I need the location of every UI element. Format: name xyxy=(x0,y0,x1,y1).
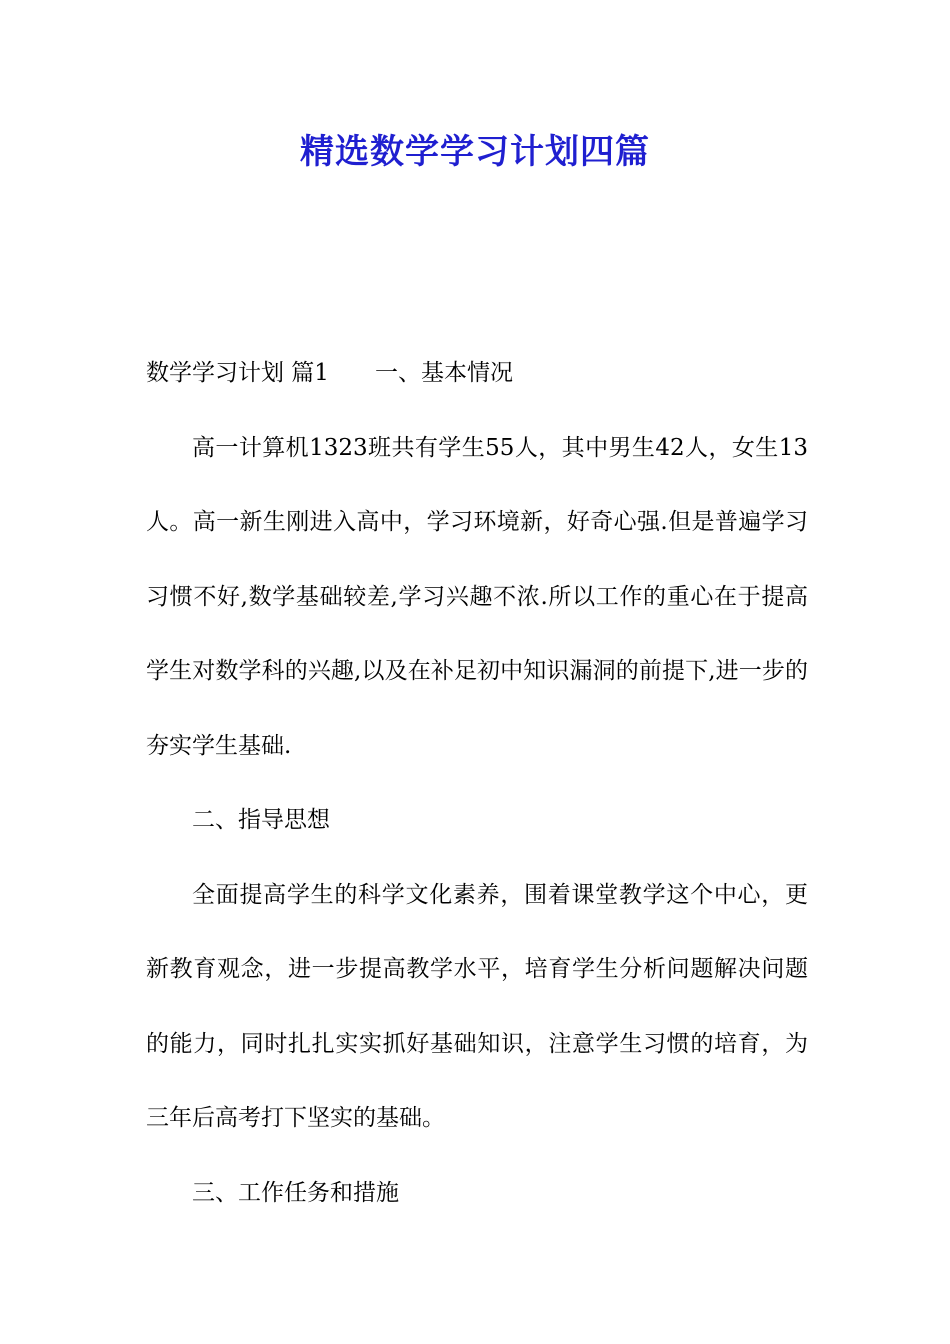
section-heading-tasks-measures: 三、工作任务和措施 xyxy=(192,1179,399,1206)
section-heading-guiding-thought: 二、指导思想 xyxy=(192,807,330,833)
section-header-line xyxy=(146,336,808,411)
section-heading-basic: 一、基本情况 xyxy=(374,360,513,386)
section-label: 数学学习计划 篇1 xyxy=(146,360,329,386)
paragraph-guiding-thought: 全面提高学生的科学文化素养，围着课堂教学这个中心，更新教育观念，进一步提高教学水平，培育学生分析问题解决问题的能力，同时扎扎实实抓好基础知识，注意学生习惯的培育，为三年后高考打下坚实的基础。 xyxy=(146,881,808,1131)
paragraph-basic-situation: 高一计算机1323班共有学生55人，其中男生42人，女生13人。高一新生刚进入高中，学习环境新，好奇心强.但是普遍学习习惯不好,数学基础较差,学习兴趣不浓.所以工作的重心在于提高学生对数学科的兴趣,以及在补足初中知识漏洞的前提下,进一步的夯实学生基础. xyxy=(146,434,808,759)
document-body xyxy=(146,336,808,1230)
document-title: 精选数学学习计划四篇 xyxy=(300,132,650,172)
